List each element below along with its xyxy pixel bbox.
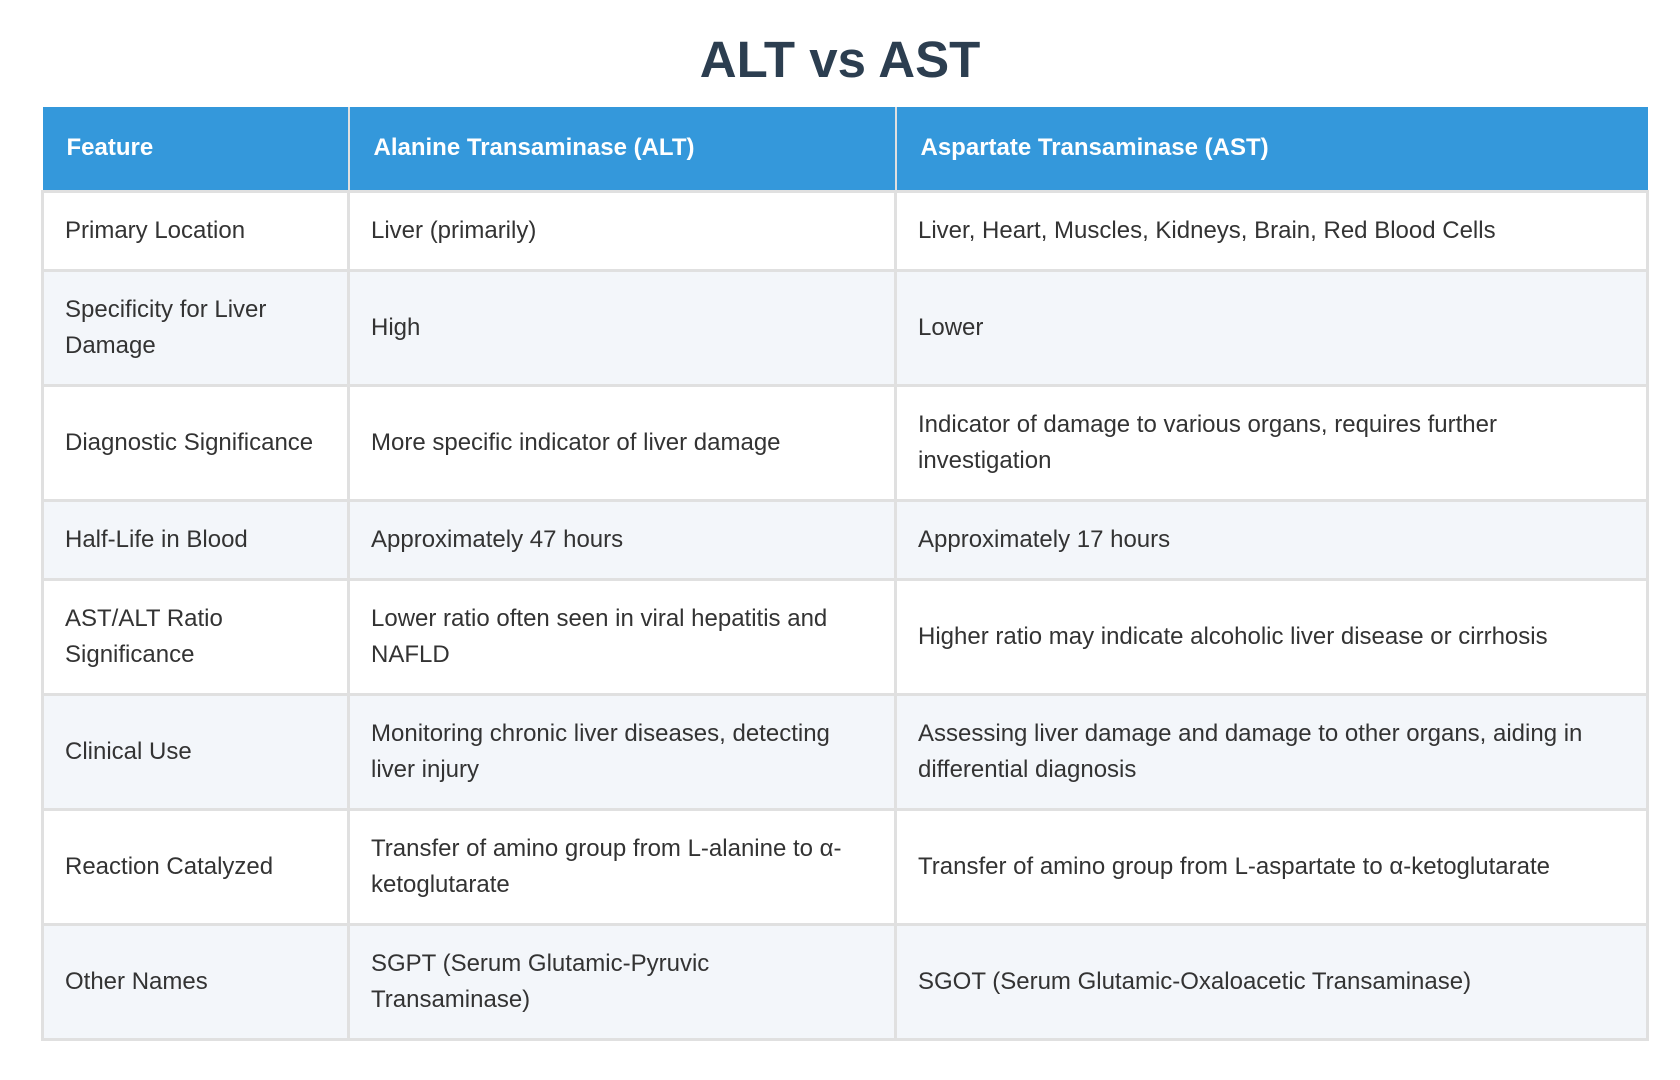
header-row — [43, 107, 1648, 191]
feature-cell: AST/ALT Ratio Significance — [43, 579, 349, 694]
column-header-alt: Alanine Transaminase (ALT) — [349, 107, 896, 191]
alt-cell: SGPT (Serum Glutamic-Pyruvic Transaminase) — [349, 924, 896, 1039]
table-row — [43, 500, 1648, 579]
ast-cell: Indicator of damage to various organs, requires further investigation — [896, 385, 1648, 500]
ast-cell: Assessing liver damage and damage to other organs, aiding in differential diagnosis — [896, 694, 1648, 809]
feature-cell: Half-Life in Blood — [43, 500, 349, 579]
alt-cell: Monitoring chronic liver diseases, detecting liver injury — [349, 694, 896, 809]
column-header-ast: Aspartate Transaminase (AST) — [896, 107, 1648, 191]
feature-cell: Diagnostic Significance — [43, 385, 349, 500]
feature-cell: Primary Location — [43, 191, 349, 270]
alt-cell: Liver (primarily) — [349, 191, 896, 270]
table-row — [43, 694, 1648, 809]
table-row — [43, 385, 1648, 500]
column-header-feature: Feature — [43, 107, 349, 191]
alt-cell: Approximately 47 hours — [349, 500, 896, 579]
alt-cell: More specific indicator of liver damage — [349, 385, 896, 500]
table-row — [43, 924, 1648, 1039]
comparison-table — [41, 107, 1649, 1041]
alt-cell: Lower ratio often seen in viral hepatitis and NAFLD — [349, 579, 896, 694]
ast-cell: Liver, Heart, Muscles, Kidneys, Brain, Red Blood Cells — [896, 191, 1648, 270]
table-body — [43, 191, 1648, 1039]
table-row — [43, 191, 1648, 270]
ast-cell: SGOT (Serum Glutamic-Oxaloacetic Transaminase) — [896, 924, 1648, 1039]
page-title: ALT vs AST — [699, 31, 981, 88]
table-row — [43, 809, 1648, 924]
feature-cell: Other Names — [43, 924, 349, 1039]
table-row — [43, 270, 1648, 385]
feature-cell: Clinical Use — [43, 694, 349, 809]
feature-cell: Specificity for Liver Damage — [43, 270, 349, 385]
feature-cell: Reaction Catalyzed — [43, 809, 349, 924]
ast-cell: Approximately 17 hours — [896, 500, 1648, 579]
ast-cell: Transfer of amino group from L-aspartate to α-ketoglutarate — [896, 809, 1648, 924]
ast-cell: Higher ratio may indicate alcoholic liver disease or cirrhosis — [896, 579, 1648, 694]
alt-cell: Transfer of amino group from L-alanine to α-ketoglutarate — [349, 809, 896, 924]
table-row — [43, 579, 1648, 694]
ast-cell: Lower — [896, 270, 1648, 385]
table-header — [43, 107, 1648, 191]
alt-cell: High — [349, 270, 896, 385]
